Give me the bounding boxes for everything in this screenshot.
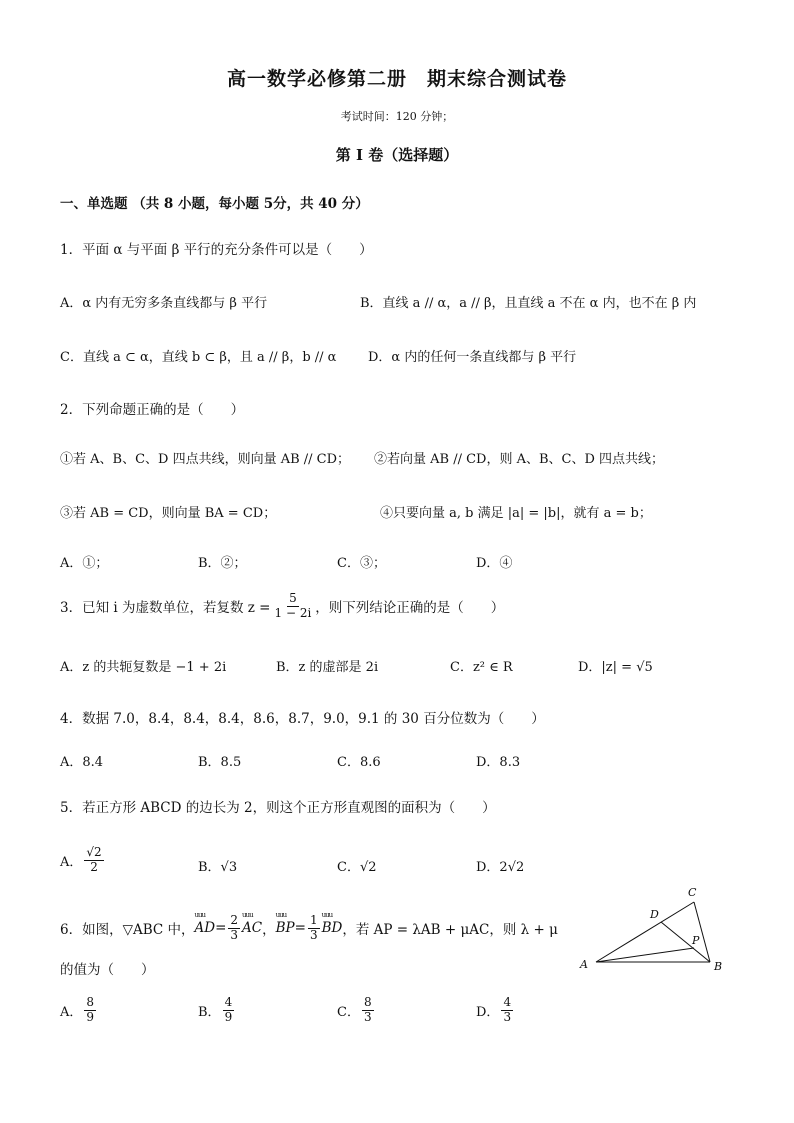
q6-option-b	[198, 996, 236, 1025]
q4-option-d: D．8.3	[476, 755, 521, 770]
q6-option-d-fraction	[501, 996, 513, 1025]
q6-eq2: =	[294, 920, 306, 937]
q6-c-num: 8	[363, 995, 372, 1009]
q5-a-num: √2	[86, 845, 102, 859]
q2-option-b: B．②；	[198, 556, 247, 571]
label-d: D	[650, 908, 659, 921]
q6-option-b-label: B．	[198, 1004, 221, 1020]
segment-db	[661, 922, 710, 962]
q6-option-b-fraction	[223, 996, 235, 1025]
q6-eq1: =	[215, 920, 227, 937]
q6-fraction-1	[228, 914, 240, 943]
label-b: B	[714, 960, 723, 973]
q6-option-c-label: C．	[337, 1004, 360, 1020]
q3-frac-den: 1 − 2i	[274, 605, 312, 620]
q2-option-a: A．①；	[60, 556, 109, 571]
q2-option-c: C．③；	[337, 556, 386, 571]
q3-stem-post: ，则下列结论正确的是（ ）	[315, 600, 505, 617]
q5-option-b: B．√3	[198, 860, 238, 875]
q5-option-a-label: A．	[60, 854, 83, 870]
q4-option-b: B．8.5	[198, 755, 242, 770]
q6-sep1: ，	[262, 922, 276, 939]
q6-f2-den: 3	[309, 927, 318, 942]
q4-stem: 4．数据 7.0，8.4，8.4，8.4，8.6，8.7，9.0，9.1 的 30 百分位数为（ ）	[60, 711, 545, 727]
q6-option-d-label: D．	[476, 1004, 500, 1020]
q2-statement-1: ①若 A、B、C、D 四点共线，则向量 AB // CD；	[60, 452, 351, 467]
q1-stem: 1．平面 α 与平面 β 平行的充分条件可以是（ ）	[60, 242, 373, 258]
q6-a-den: 9	[86, 1009, 95, 1024]
q6-f1-den: 3	[230, 927, 239, 942]
q6-option-c-fraction	[362, 996, 374, 1025]
q2-option-d: D．④	[476, 556, 513, 571]
q5-option-a-fraction	[84, 846, 103, 875]
q6-a-num: 8	[86, 995, 95, 1009]
q6-option-a	[60, 996, 98, 1025]
q6-triangle-figure	[574, 882, 734, 978]
q1-option-d: D．α 内的任何一条直线都与 β 平行	[368, 350, 577, 365]
q6-fraction-2	[308, 914, 320, 943]
q3-option-c: C．z² ∈ R	[450, 660, 513, 675]
q6-c-den: 3	[363, 1009, 372, 1024]
q6-option-a-fraction	[84, 996, 96, 1025]
q2-stem: 2．下列命题正确的是（ ）	[60, 402, 245, 418]
q4-option-a: A．8.4	[60, 755, 104, 770]
q6-option-a-label: A．	[60, 1004, 83, 1020]
q2-statement-4: ④只要向量 a, b 满足 |a| = |b|，就有 a = b；	[380, 506, 652, 521]
q6-vector-bd: uuu BD	[322, 920, 343, 936]
q3-fraction	[273, 592, 314, 621]
q6-option-d	[476, 996, 515, 1025]
q3-option-b: B．z 的虚部是 2i	[276, 660, 379, 675]
q6-stem-c: 的值为（ ）	[60, 962, 155, 978]
q3-option-a: A．z 的共轭复数是 −1 + 2i	[60, 660, 227, 675]
q6-option-c	[337, 996, 376, 1025]
q6-b-num: 4	[224, 995, 233, 1009]
q6-vector-ac: uuu AC	[242, 920, 262, 936]
q6-b-den: 9	[224, 1009, 233, 1024]
label-a: A	[580, 958, 588, 971]
q2-statement-2: ②若向量 AB // CD，则 A、B、C、D 四点共线；	[374, 452, 665, 467]
edge-ac	[596, 902, 694, 962]
edge-cb	[694, 902, 710, 962]
q3-stem-pre: 3．已知 i 为虚数单位，若复数 z =	[60, 600, 271, 617]
q6-f2-num: 1	[309, 913, 318, 927]
q4-option-c: C．8.6	[337, 755, 381, 770]
q6-vector-bp: uuu BP	[276, 920, 295, 936]
q6-d-num: 4	[503, 995, 512, 1009]
segment-ap	[596, 948, 694, 962]
q6-stem-b: ，若 AP = λAB + μAC，则 λ + μ	[342, 922, 558, 939]
q1-option-b: B．直线 a // α，a // β，且直线 a 不在 α 内，也不在 β 内	[360, 296, 697, 311]
q6-stem-a: 6．如图，▽ABC 中，	[60, 922, 195, 939]
q5-stem: 5．若正方形 ABCD 的边长为 2，则这个正方形直观图的面积为（ ）	[60, 800, 496, 816]
q1-option-c: C．直线 a ⊂ α，直线 b ⊂ β，且 a // β，b // α	[60, 350, 337, 365]
q3-option-d: D．|z| = √5	[578, 660, 653, 675]
page-title: 高一数学必修第二册 期末综合测试卷	[226, 68, 567, 90]
section-heading: 一、单选题 （共 8 小题，每小题 5分，共 40 分）	[60, 196, 369, 212]
q3-frac-num: 5	[289, 591, 297, 605]
q5-option-d: D．2√2	[476, 860, 525, 875]
q5-option-a	[60, 846, 106, 875]
q1-option-a: A．α 内有无穷多条直线都与 β 平行	[60, 296, 268, 311]
q2-statement-3: ③若 AB = CD，则向量 BA = CD；	[60, 506, 277, 521]
q6-stem	[60, 914, 558, 943]
volume-heading: 第 I 卷（选择题）	[335, 146, 459, 164]
label-p: P	[692, 934, 700, 947]
q6-vector-ad: uuu AD	[195, 920, 216, 936]
q6-d-den: 3	[503, 1009, 512, 1024]
q6-f1-num: 2	[230, 913, 239, 927]
label-c: C	[688, 886, 697, 899]
q5-option-c: C．√2	[337, 860, 377, 875]
q5-a-den: 2	[90, 859, 98, 874]
exam-time: 考试时间：120 分钟；	[340, 110, 454, 123]
q3-stem	[60, 592, 504, 621]
